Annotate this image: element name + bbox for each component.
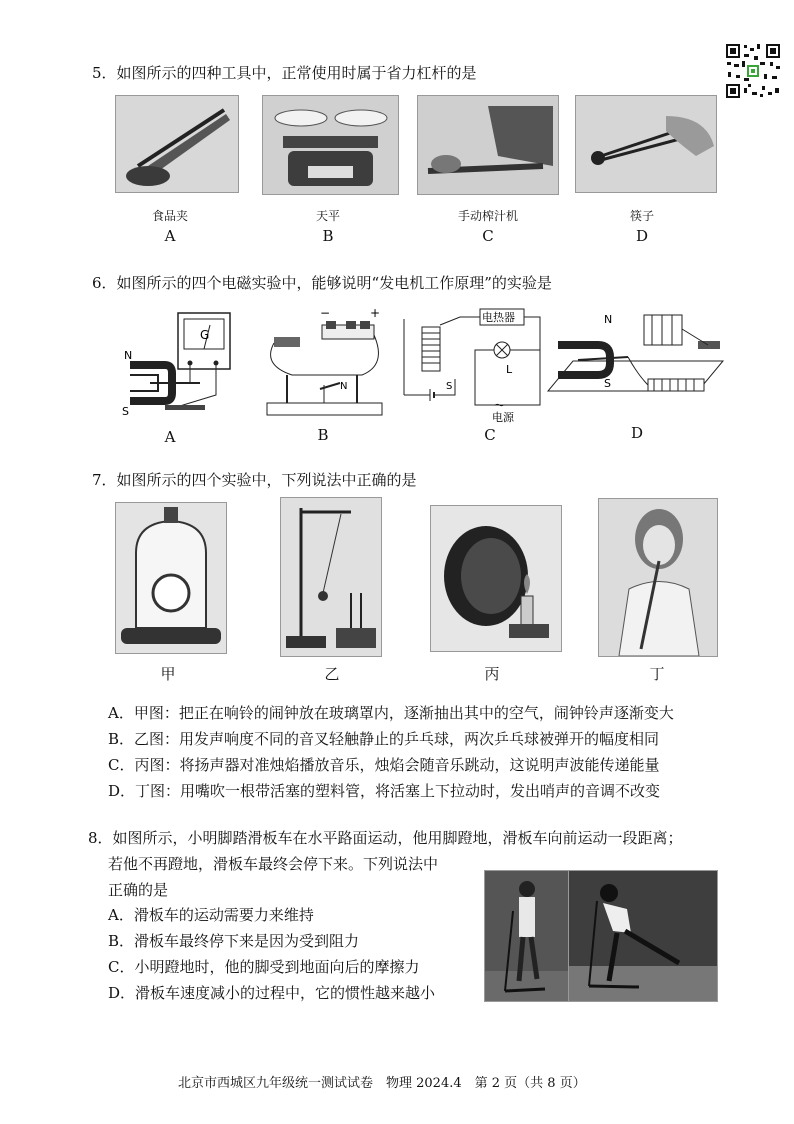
- svg-text:L: L: [506, 363, 513, 376]
- svg-text:N: N: [340, 381, 348, 392]
- juicer-photo: [417, 95, 559, 195]
- q7-caption-bing: 丙: [484, 665, 500, 683]
- question-7-stem: 7．如图所示的四个实验中，下列说法中正确的是: [92, 471, 417, 489]
- q7-choice-c: C．丙图：将扬声器对准烛焰播放音乐，烛焰会随音乐跳动，这说明声波能传递能量: [108, 756, 660, 774]
- question-8-stem-line3: 正确的是: [108, 881, 169, 899]
- q7-caption-ding: 丁: [649, 665, 665, 683]
- q6-figure-c: [400, 305, 545, 423]
- q7-caption-yi: 乙: [324, 665, 340, 683]
- svg-text:+: +: [370, 306, 381, 320]
- page-footer: 北京市西城区九年级统一测试试卷 物理 2024.4 第 2 页（共 8 页）: [178, 1076, 586, 1091]
- q7-choice-a: A．甲图：把正在响铃的闹钟放在玻璃罩内，逐渐抽出其中的空气，闹钟铃声逐渐变大: [108, 704, 674, 722]
- q5-option-d: D: [635, 227, 649, 245]
- bell-jar-photo: [115, 502, 227, 654]
- svg-text:～: ～: [494, 399, 505, 412]
- q5-option-a: A: [164, 227, 176, 245]
- q7-caption-jia: 甲: [160, 665, 176, 683]
- chopsticks-photo: [575, 95, 717, 193]
- question-8-stem-line1: 8．如图所示，小明脚踏滑板车在水平路面运动，他用脚蹬地，滑板车向前运动一段距离；: [88, 829, 683, 847]
- speaker-candle-photo: [430, 505, 562, 652]
- svg-text:S: S: [122, 405, 129, 418]
- question-6-stem: 6．如图所示的四个电磁实验中，能够说明“发电机工作原理”的实验是: [92, 274, 552, 292]
- qr-code: [724, 42, 782, 100]
- svg-text:S: S: [446, 381, 453, 392]
- q8-choice-d: D．滑板车速度减小的过程中，它的惯性越来越小: [108, 984, 436, 1002]
- scooter-photo-1: [484, 870, 570, 1002]
- scooter-photo-2: [568, 870, 718, 1002]
- q5-caption-a: 食品夹: [151, 209, 188, 223]
- girl-whistle-photo: [598, 498, 718, 657]
- svg-text:N: N: [124, 349, 133, 362]
- power-label: 电源: [492, 411, 514, 424]
- svg-text:N: N: [604, 313, 613, 326]
- question-5-stem: 5．如图所示的四种工具中，正常使用时属于省力杠杆的是: [92, 64, 477, 82]
- heater-label: 电热器: [482, 311, 515, 324]
- q7-choice-d: D．丁图：用嘴吹一根带活塞的塑料管，将活塞上下拉动时，发出哨声的音调不改变: [108, 782, 661, 800]
- q7-choice-b: B．乙图：用发声响度不同的音叉轻触静止的乒乓球，两次乒乓球被弹开的幅度相同: [108, 730, 660, 748]
- q6-option-d: D: [630, 424, 644, 442]
- balance-scale-photo: [262, 95, 399, 195]
- galvanometer-label: G: [200, 328, 210, 342]
- svg-text:S: S: [604, 377, 611, 390]
- q5-caption-d: 筷子: [629, 209, 654, 223]
- question-8-stem-line2: 若他不再蹬地，滑板车最终会停下来。下列说法中: [108, 855, 439, 873]
- svg-text:−: −: [320, 306, 331, 320]
- q5-caption-b: 天平: [315, 209, 340, 223]
- q6-figure-b: [262, 305, 392, 420]
- q5-option-c: C: [482, 227, 494, 245]
- q6-figure-a: [110, 305, 240, 425]
- tuning-fork-photo: [280, 497, 382, 657]
- q6-option-a: A: [164, 428, 176, 446]
- q8-choice-b: B．滑板车最终停下来是因为受到阻力: [108, 932, 360, 950]
- q6-option-b: B: [317, 426, 329, 444]
- q5-option-b: B: [322, 227, 334, 245]
- q5-caption-c: 手动榨汁机: [457, 209, 518, 223]
- q6-figure-d: [548, 305, 728, 423]
- q8-choice-a: A．滑板车的运动需要力来维持: [108, 906, 314, 924]
- q8-choice-c: C．小明蹬地时，他的脚受到地面向后的摩擦力: [108, 958, 420, 976]
- q6-option-c: C: [484, 426, 496, 444]
- food-tongs-photo: [115, 95, 239, 193]
